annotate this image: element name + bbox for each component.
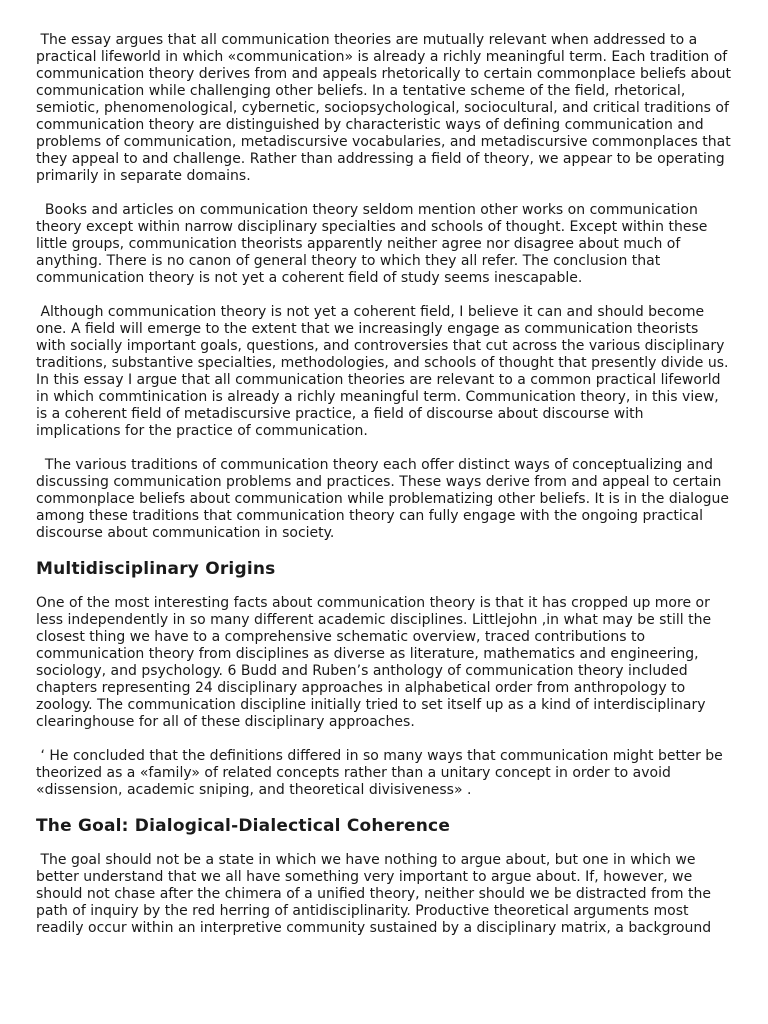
body-paragraph: Books and articles on communication theory seldom mention other works on communication theory except within narrow disciplinary specialties and schools of thought. Except within these little groups, communication theorists apparently neither agree nor disagree about much of anything. There is no canon of general theory to which they all refer. The conclusion that communication theory is not yet a coherent field of study seems inescapable. <box>36 202 712 286</box>
section-heading: The Goal: Dialogical-Dialectical Coherence <box>36 816 451 836</box>
body-paragraph: ‘ He concluded that the definitions differed in so many ways that communication might better be theorized as a «family» of related concepts rather than a unitary concept in order to avoid «dissension, academic sniping, and theoretical divisiveness» . <box>36 748 728 798</box>
body-paragraph: Although communication theory is not yet a coherent field, I believe it can and should become one. A field will emerge to the extent that we increasingly engage as communication theorists with socially important goals, questions, and controversies that cut across the various disciplinary traditions, substantive specialties, methodologies, and schools of thought that presently divide us. In this essay I argue that all communication theories are relevant to a common practical lifeworld in which commtinication is already a richly meaningful term. Communication theory, in this view, is a coherent field of metadiscursive practice, a field of discourse about discourse with implications for the practice of communication. <box>36 304 733 439</box>
body-paragraph: The various traditions of communication theory each offer distinct ways of conceptualizing and discussing communication problems and practices. These ways derive from and appeal to certain commonplace beliefs about communication while problematizing other beliefs. It is in the dialogue among these traditions that communication theory can fully engage with the ongoing practical discourse about communication in society. <box>36 457 734 541</box>
body-paragraph: One of the most interesting facts about communication theory is that it has cropped up more or less independently in so many different academic disciplines. Littlejohn ,in what may be still the closest thing we have to a comprehensive schematic overview, traced contributions to communication theory from disciplines as diverse as literature, mathematics and engineering, sociology, and psychology. 6 Budd and Ruben’s anthology of communication theory included chapters representing 24 disciplinary approaches in alphabetical order from anthropology to zoology. The communication discipline initially tried to set itself up as a kind of interdisciplinary clearinghouse for all of these disciplinary approaches. <box>36 595 716 730</box>
section-heading: Multidisciplinary Origins <box>36 559 276 579</box>
body-paragraph: The essay argues that all communication theories are mutually relevant when addressed to a practical lifeworld in which «communication» is already a richly meaningful term. Each tradition of communication theory derives from and appeals rhetorically to certain commonplace beliefs about communication while challenging other beliefs. In a tentative scheme of the field, rhetorical, semiotic, phenomenological, cybernetic, sociopsychological, sociocultural, and critical traditions of communication theory are distinguished by characteristic ways of defining communication and problems of communication, metadiscursive vocabularies, and metadiscursive commonplaces that they appeal to and challenge. Rather than addressing a field of theory, we appear to be operating primarily in separate domains. <box>36 32 736 184</box>
document-page <box>36 32 736 954</box>
body-paragraph: The goal should not be a state in which we have nothing to argue about, but one in which we better understand that we all have something very important to argue about. If, however, we should not chase after the chimera of a unified theory, neither should we be distracted from the path of inquiry by the red herring of antidisciplinarity. Productive theoretical arguments most readily occur within an interpretive community sustained by a disciplinary matrix, a background <box>36 852 716 936</box>
